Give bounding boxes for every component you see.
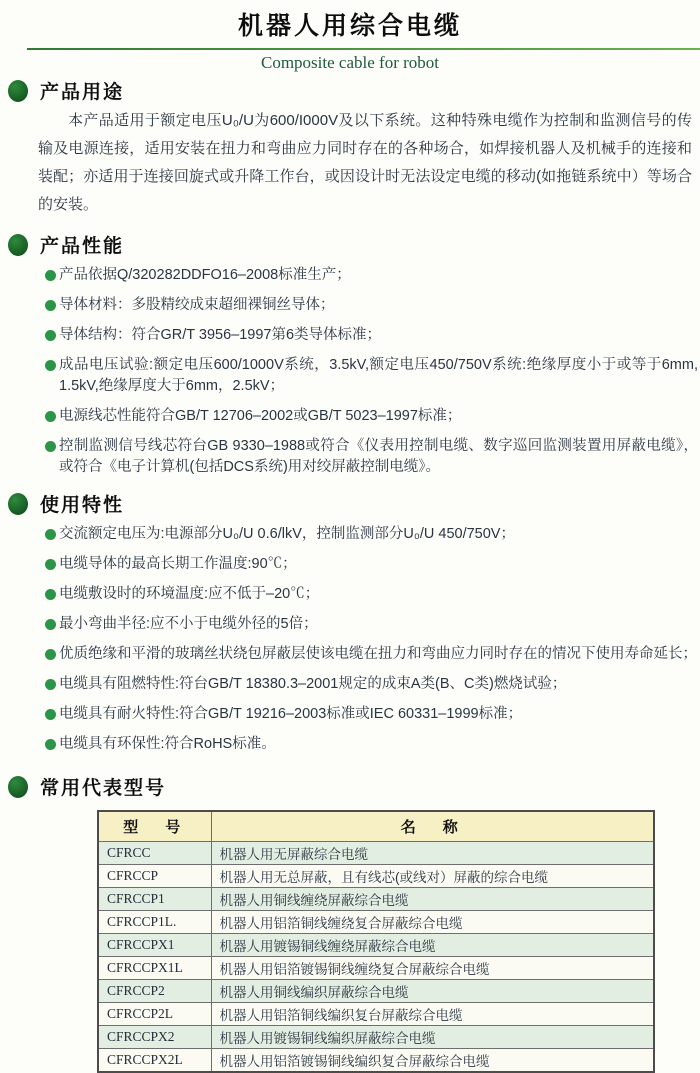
table-row (98, 910, 654, 933)
section-usage (0, 77, 700, 219)
performance-item-text: 产品依据Q/320282DDFO16–2008标准生产； (59, 267, 351, 283)
bullet-dot-icon (45, 360, 56, 371)
model-cell: CFRCCP2 (98, 979, 211, 1002)
section-title-usage: 产品用途 (40, 82, 125, 103)
section-bullet-icon (8, 80, 28, 102)
model-cell: CFRCC (98, 841, 211, 864)
section-header-models (8, 773, 700, 800)
bullet-dot-icon (45, 679, 56, 690)
name-cell: 机器人用铝箔铜线编织复台屏蔽综合电缆 (211, 1002, 654, 1025)
characteristic-item-text: 电缆敷设时的环境温度:应不低于–20℃； (59, 586, 320, 602)
section-models (0, 773, 700, 1073)
performance-item (45, 265, 698, 286)
bullet-dot-icon (45, 300, 56, 311)
model-cell: CFRCCPX2 (98, 1025, 211, 1048)
bullet-dot-icon (45, 619, 56, 630)
table-row (98, 1025, 654, 1048)
performance-list (45, 265, 698, 478)
table-row (98, 1048, 654, 1072)
section-title-characteristics: 使用特性 (40, 495, 125, 516)
model-cell: CFRCCP1L. (98, 910, 211, 933)
section-header-performance (8, 231, 700, 258)
model-cell: CFRCCPX1 (98, 933, 211, 956)
performance-item-text: 电源线芯性能符合GB/T 12706–2002或GB/T 5023–1997标准； (59, 408, 462, 424)
page-subtitle: Composite cable for robot (261, 53, 439, 72)
bullet-dot-icon (45, 709, 56, 720)
characteristic-item-text: 电缆具有耐火特性:符合GB/T 19216–2003标准或IEC 60331–1999标准； (59, 706, 523, 722)
bullet-dot-icon (45, 559, 56, 570)
bullet-dot-icon (45, 649, 56, 660)
section-bullet-icon (8, 493, 28, 515)
performance-item (45, 406, 698, 427)
section-performance (0, 231, 700, 478)
performance-item-text: 导体材料：多股精绞成束超细裸铜丝导体； (59, 297, 335, 313)
performance-item-text: 导体结构：符合GR/T 3956–1997第6类导体标准； (59, 327, 382, 343)
section-bullet-icon (8, 234, 28, 256)
bullet-dot-icon (45, 441, 56, 452)
bullet-dot-icon (45, 270, 56, 281)
characteristic-item (45, 674, 698, 695)
bullet-dot-icon (45, 330, 56, 341)
characteristic-item (45, 734, 698, 755)
usage-paragraph: 本产品适用于额定电压U₀/U为600/I000V及以下系统。这种特殊电缆作为控制和监测信号的传输及电源连接，适用安装在扭力和弯曲应力同时存在的各种场合，如焊接机器人及机械手的连接和装配；亦适用于连接回旋式或升降工作台，或因设计时无法设定电缆的移动(如拖链系统中）等场合的安装。 (38, 112, 692, 213)
bullet-dot-icon (45, 589, 56, 600)
title-divider (27, 48, 700, 50)
table-row (98, 933, 654, 956)
characteristic-item-text: 优质绝缘和平滑的玻璃丝状绕包屏蔽层使该电缆在扭力和弯曲应力同时存在的情况下使用寿命延长； (59, 646, 697, 662)
bullet-dot-icon (45, 411, 56, 422)
section-header-characteristics (8, 490, 700, 517)
column-header-model: 型 号 (98, 811, 211, 841)
section-characteristics (0, 490, 700, 755)
characteristic-item-text: 电缆导体的最高长期工作温度:90℃； (59, 556, 297, 572)
section-bullet-icon (8, 776, 28, 798)
model-cell: CFRCCP (98, 864, 211, 887)
performance-item (45, 325, 698, 346)
table-row (98, 841, 654, 864)
model-cell: CFRCCPX1L (98, 956, 211, 979)
table-header-row (98, 811, 654, 841)
models-table (97, 810, 655, 1073)
name-cell: 机器人用镀锡铜线缠绕屏蔽综合电缆 (211, 933, 654, 956)
model-cell: CFRCCP1 (98, 887, 211, 910)
name-cell: 机器人用铝箔镀锡铜线缠绕复合屏蔽综合电缆 (211, 956, 654, 979)
model-cell: CFRCCPX2L (98, 1048, 211, 1072)
characteristic-item-text: 电缆具有阻燃特性:符台GB/T 18380.3–2001规定的成束A类(B、C类)燃烧试验； (59, 676, 567, 692)
characteristic-item-text: 最小弯曲半径:应不小于电缆外径的5倍； (59, 616, 318, 632)
characteristic-item (45, 584, 698, 605)
characteristic-item (45, 614, 698, 635)
performance-item (45, 295, 698, 316)
name-cell: 机器人用铜线编织屏蔽综合电缆 (211, 979, 654, 1002)
characteristic-item (45, 644, 698, 665)
name-cell: 机器人用铝箔镀锡铜线编织复合屏蔽综合电缆 (211, 1048, 654, 1072)
table-row (98, 887, 654, 910)
characteristics-list (45, 524, 698, 755)
section-title-models: 常用代表型号 (40, 778, 167, 799)
table-row (98, 956, 654, 979)
name-cell: 机器人用无总屏蔽，且有线芯(或线对）屏蔽的综合电缆 (211, 864, 654, 887)
table-row (98, 1002, 654, 1025)
bullet-dot-icon (45, 529, 56, 540)
section-header-usage (8, 77, 700, 104)
name-cell: 机器人用镀锡铜线编织屏蔽综合电缆 (211, 1025, 654, 1048)
model-cell: CFRCCP2L (98, 1002, 211, 1025)
section-title-performance: 产品性能 (40, 236, 125, 257)
performance-item-text: 成品电压试验:额定电压600/1000V系统，3.5kV,额定电压450/750V系统:绝缘厚度小于或等于6mm, 1.5kV,绝缘厚度大于6mm，2.5kV； (59, 357, 698, 394)
table-row (98, 979, 654, 1002)
performance-item (45, 436, 698, 478)
characteristic-item (45, 524, 698, 545)
characteristic-item-text: 交流额定电压为:电源部分U₀/U 0.6/lkV，控制监测部分U₀/U 450/750V； (59, 526, 515, 542)
performance-item-text: 控制监测信号线芯符台GB 9330–1988或符合《仪表用控制电缆、数字巡回监测装置用屏蔽电缆》，或符合《电子计算机(包括DCS系统)用对绞屏蔽控制电缆》。 (59, 438, 698, 475)
performance-item (45, 355, 698, 397)
characteristic-item (45, 704, 698, 725)
page-title: 机器人用综合电缆 (237, 12, 462, 40)
name-cell: 机器人用无屏蔽综合电缆 (211, 841, 654, 864)
characteristic-item-text: 电缆具有环保性:符合RoHS标准。 (59, 736, 276, 752)
column-header-name: 名 称 (211, 811, 654, 841)
name-cell: 机器人用铝箔铜线缠绕复合屏蔽综合电缆 (211, 910, 654, 933)
bullet-dot-icon (45, 739, 56, 750)
name-cell: 机器人用铜线缠绕屏蔽综合电缆 (211, 887, 654, 910)
characteristic-item (45, 554, 698, 575)
